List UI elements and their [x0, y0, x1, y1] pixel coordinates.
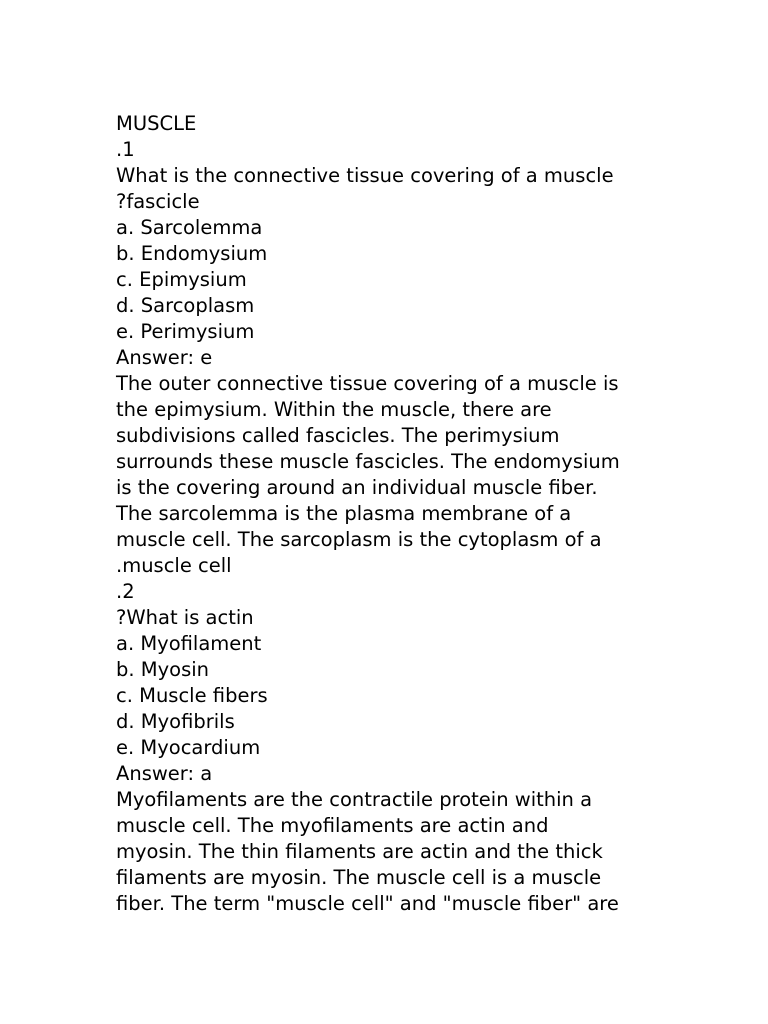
explanation-line: the epimysium. Within the muscle, there are	[116, 398, 552, 421]
answer-option: d. Sarcoplasm	[116, 294, 255, 317]
question-prompt-line: ?fascicle	[116, 190, 200, 213]
question-number: .1	[116, 138, 135, 161]
answer-option: c. Epimysium	[116, 268, 247, 291]
answer-option: c. Muscle fibers	[116, 684, 268, 707]
question-block	[116, 579, 676, 917]
document-title: MUSCLE	[116, 112, 197, 135]
answer-key: Answer: e	[116, 346, 213, 369]
answer-option: b. Endomysium	[116, 242, 268, 265]
explanation-line: filaments are myosin. The muscle cell is a muscle	[116, 866, 602, 889]
explanation-line: myosin. The thin filaments are actin and the thick	[116, 840, 603, 863]
explanation-line: muscle cell. The sarcoplasm is the cytoplasm of a	[116, 528, 602, 551]
explanation-line: The sarcolemma is the plasma membrane of a	[116, 502, 572, 525]
answer-option: a. Myofilament	[116, 632, 262, 655]
explanation-line: surrounds these muscle fascicles. The endomysium	[116, 450, 620, 473]
answer-option: e. Myocardium	[116, 736, 261, 759]
answer-option: e. Perimysium	[116, 320, 255, 343]
explanation-line: Myofilaments are the contractile protein within a	[116, 788, 593, 811]
document-page	[116, 111, 676, 917]
question-number: .2	[116, 580, 135, 603]
question-prompt-line: ?What is actin	[116, 606, 254, 629]
explanation-line: is the covering around an individual muscle fiber.	[116, 476, 598, 499]
answer-option: b. Myosin	[116, 658, 210, 681]
explanation-line: fiber. The term "muscle cell" and "muscle fiber" are	[116, 892, 619, 915]
explanation-line: The outer connective tissue covering of a muscle is	[116, 372, 619, 395]
answer-key: Answer: a	[116, 762, 213, 785]
question-prompt-line: What is the connective tissue covering of a muscle	[116, 164, 614, 187]
answer-option: d. Myofibrils	[116, 710, 235, 733]
explanation-line: muscle cell. The myofilaments are actin and	[116, 814, 549, 837]
explanation-line: .muscle cell	[116, 554, 232, 577]
explanation-line: subdivisions called fascicles. The perimysium	[116, 424, 560, 447]
answer-option: a. Sarcolemma	[116, 216, 263, 239]
question-block	[116, 137, 676, 579]
